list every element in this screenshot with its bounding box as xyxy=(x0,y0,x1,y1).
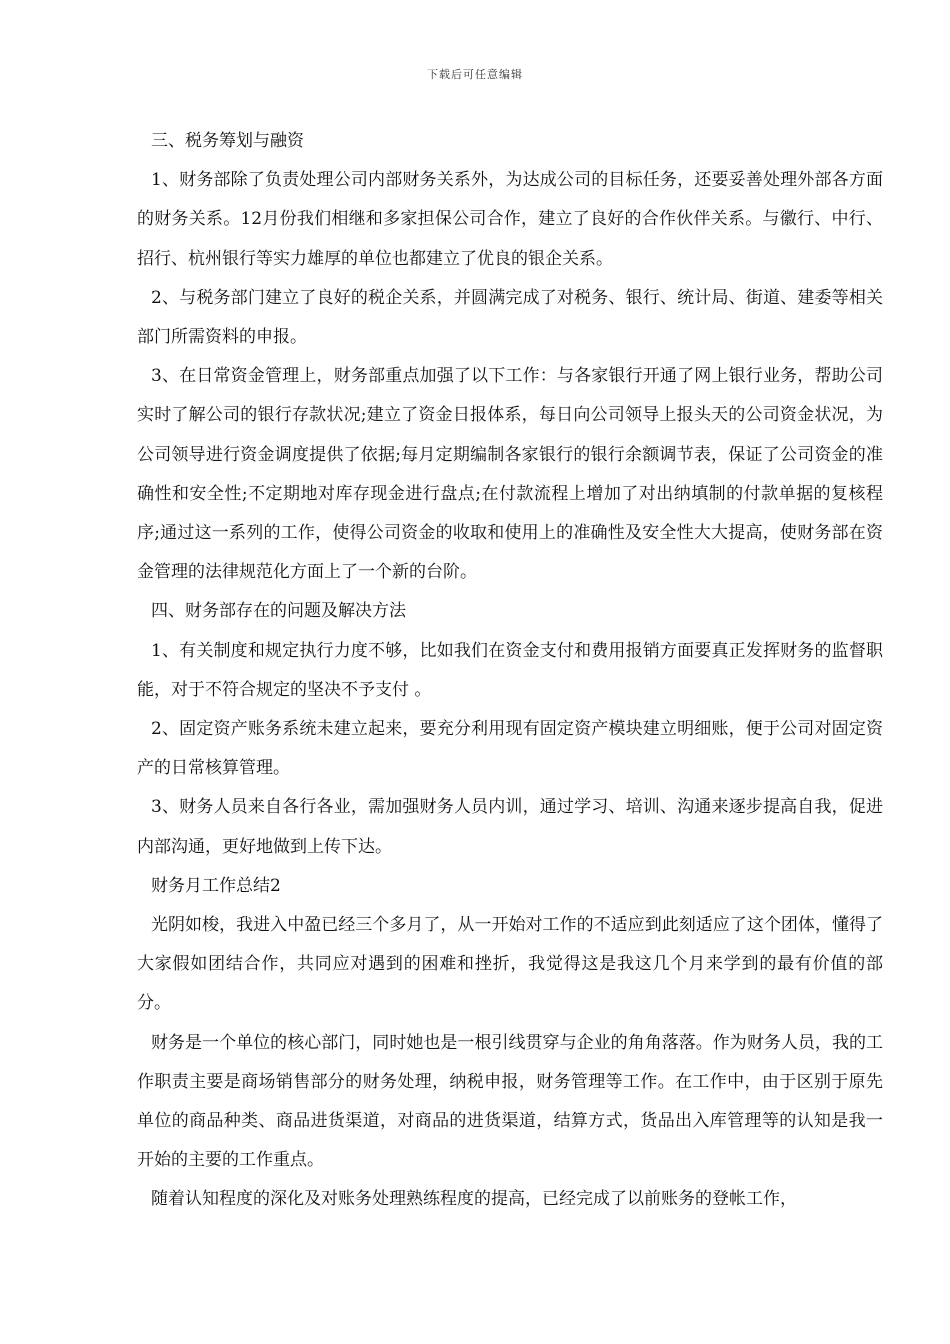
paragraph-4-3: 3、财务人员来自各行各业，需加强财务人员内训，通过学习、培训、沟通来逐步提高自我，促进内部沟通，更好地做到上传下达。 xyxy=(137,797,883,857)
paragraph-3-1: 1、财务部除了负责处理公司内部财务关系外，为达成公司的目标任务，还要妥善处理外部各方面的财务关系。12月份我们相继和多家担保公司合作，建立了良好的合作伙伴关系。与徽行、中行、招行、杭州银行等实力雄厚的单位也都建立了优良的银企关系。 xyxy=(137,170,883,269)
summary-2-title: 财务月工作总结2 xyxy=(151,875,281,896)
summary-2-paragraph-2: 财务是一个单位的核心部门，同时她也是一根引线贯穿与企业的角角落落。作为财务人员，我的工作职责主要是商场销售部分的财务处理，纳税申报，财务管理等工作。在工作中，由于区别于原先单位的商品种类、商品进货渠道，对商品的进货渠道，结算方式，货品出入库管理等的认知是我一开始的主要的工作重点。 xyxy=(137,1032,883,1171)
summary-2-paragraph-3: 随着认知程度的深化及对账务处理熟练程度的提高，已经完成了以前账务的登帐工作， xyxy=(151,1189,797,1210)
page-header: 下载后可任意编辑 xyxy=(427,68,523,81)
summary-2-paragraph-1: 光阴如梭，我进入中盈已经三个多月了，从一开始对工作的不适应到此刻适应了这个团体，懂得了大家假如团结合作，共同应对遇到的困难和挫折，我觉得这是我这几个月来学到的最有价值的部分。 xyxy=(137,915,883,1014)
paragraph-4-2: 2、固定资产账务系统未建立起来，要充分利用现有固定资产模块建立明细账，便于公司对固定资产的日常核算管理。 xyxy=(137,719,883,779)
paragraph-3-2: 2、与税务部门建立了良好的税企关系，并圆满完成了对税务、银行、统计局、街道、建委等相关部门所需资料的申报。 xyxy=(137,287,883,348)
section-heading-4: 四、财务部存在的问题及解决方法 xyxy=(151,601,406,622)
document-body xyxy=(137,122,883,1220)
paragraph-3-3: 3、在日常资金管理上，财务部重点加强了以下工作：与各家银行开通了网上银行业务，帮助公司实时了解公司的银行存款状况;建立了资金日报体系，每日向公司领导上报头天的公司资金状况，为公司领导进行资金调度提供了依据;每月定期编制各家银行的银行余额调节表，保证了公司资金的准确性和安全性;不定期地对库存现金进行盘点;在付款流程上增加了对出纳填制的付款单据的复核程序;通过这一系列的工作，使得公司资金的收取和使用上的准确性及安全性大大提高，使财务部在资金管理的法律规范化方面上了一个新的台阶。 xyxy=(137,366,883,583)
paragraph-4-1: 1、有关制度和规定执行力度不够，比如我们在资金支付和费用报销方面要真正发挥财务的监督职能，对于不符合规定的坚决不予支付 。 xyxy=(137,640,883,700)
section-heading-3: 三、税务筹划与融资 xyxy=(151,131,304,151)
